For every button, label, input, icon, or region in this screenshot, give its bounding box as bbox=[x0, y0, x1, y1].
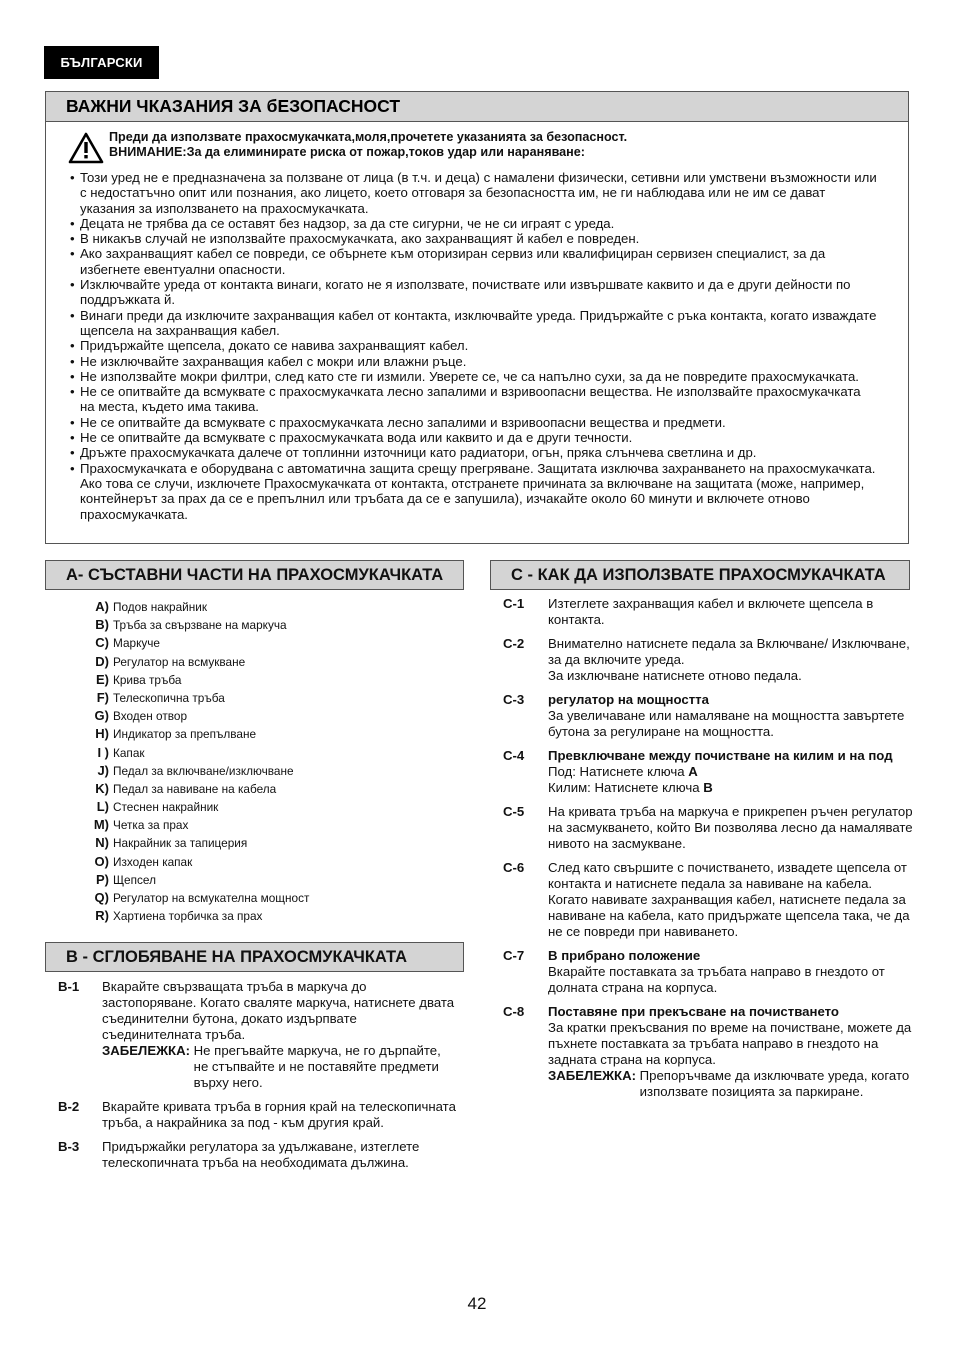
part-name: Регулатор на всмукателна мощност bbox=[113, 891, 310, 905]
part-letter: M) bbox=[93, 817, 109, 833]
part-name: Педал за включване/изключване bbox=[113, 763, 294, 778]
step-id: C-3 bbox=[503, 692, 525, 707]
part-letter: D) bbox=[95, 653, 109, 669]
part-name: Накрайник за тапицерия bbox=[113, 836, 248, 851]
floor-key: A bbox=[688, 764, 698, 779]
safety-bullet: • Винаги преди да изключите захранващия кабел от контакта, изключвайте уреда. Придържайте с ръка контакта, когато изваждате щепсела на захранващия кабел. bbox=[70, 308, 878, 339]
part-letter: C) bbox=[95, 635, 109, 651]
part-name: Подов накрайник bbox=[113, 600, 207, 614]
note-body: Препоръчваме да изключвате уреда, когато използвате позицията за паркиране. bbox=[639, 1068, 910, 1099]
step-body: Вкарайте поставката за тръбата направо в гнездото от долната страна на корпуса. bbox=[548, 964, 885, 995]
step-id: B-1 bbox=[58, 979, 80, 994]
step-c8 bbox=[503, 1004, 913, 1100]
safety-bullet: • Прахосмукачката е оборудвана с автоматична защита срещу прегряване. Защитата изключва захранването на прахосмукачката. Ако това се случи, изключете Прахосмукачката от контакта, отстранете причината за включване на защитата (може, например, контейнерът за прах да се е препълнил или тръбата да се е запушила), изчакайте около 60 минути и включете отново прахосмукачката. bbox=[70, 461, 878, 522]
safety-section bbox=[45, 91, 909, 544]
part-name: Четка за прах bbox=[113, 818, 189, 833]
step-id: C-5 bbox=[503, 804, 525, 819]
assembly-steps bbox=[58, 979, 458, 1179]
section-a-title: A- СЪСТАВНИ ЧАСТИ НА ПРАХОСМУКАЧКАТА bbox=[45, 560, 464, 590]
warning-text bbox=[109, 130, 627, 160]
part-item bbox=[87, 671, 447, 689]
part-letter: Q) bbox=[94, 890, 109, 905]
step-c3 bbox=[503, 692, 913, 740]
safety-bullet: • Не използвайте мокри филтри, след като сте ги измили. Уверете се, че са напълно сухи, за да не повредите прахосмукачката. bbox=[70, 369, 878, 384]
step-id: C-6 bbox=[503, 860, 525, 875]
part-item bbox=[87, 907, 447, 925]
step-c1 bbox=[503, 596, 913, 628]
step-body: За кратки прекъсвания по време на почистване, можете да пъхнете поставката за тръбата направо в гнездото на задната страна на корпуса. bbox=[548, 1020, 912, 1067]
part-letter: H) bbox=[95, 726, 109, 742]
part-name: Хартиена торбичка за прах bbox=[113, 909, 263, 924]
language-tag: БЪЛГАРСКИ bbox=[44, 46, 159, 79]
part-name: Капак bbox=[113, 745, 145, 760]
step-body: Придържайки регулатора за удължаване, изтеглете телескопичната тръба на необходимата дължина. bbox=[102, 1139, 420, 1170]
safety-bullet: • Ако захранващият кабел се повреди, се обърнете към оторизиран сервиз или квалифициран сервизен специалист, за да избегнете евентуални опасности. bbox=[70, 246, 878, 277]
carpet-label: Килим: Натиснете ключа bbox=[548, 780, 704, 795]
step-body: Изтеглете захранващия кабел и включете щепсела в контакта. bbox=[548, 596, 874, 627]
safety-bullet: • Изключвайте уреда от контакта винаги, когато не я използвате, почиствате или извършвате каквито и да е други дейности по поддръжката й. bbox=[70, 277, 878, 308]
step-c6 bbox=[503, 860, 913, 940]
part-name: Щепсел bbox=[113, 872, 156, 887]
part-item bbox=[87, 725, 447, 743]
step-b2 bbox=[58, 1099, 458, 1131]
step-body: Вкарайте кривата тръба в горния край на телескопичната тръба, а накрайника за под - към другия край. bbox=[102, 1099, 456, 1130]
part-item bbox=[87, 689, 447, 707]
step-b3 bbox=[58, 1139, 458, 1171]
part-item bbox=[87, 798, 447, 816]
warning-triangle-icon bbox=[68, 132, 104, 164]
part-letter: P) bbox=[96, 871, 109, 887]
part-letter: R) bbox=[95, 908, 109, 924]
safety-bullet: • Не се опитвайте да всмуквате с прахосмукачката лесно запалими и взривоопасни вещества. Не използвайте прахосмукачката на места, където има такива. bbox=[70, 384, 878, 415]
step-id: C-1 bbox=[503, 596, 525, 611]
step-c2 bbox=[503, 636, 913, 684]
step-body: Вкарайте свързващата тръба в маркуча до застопоряване. Когато сваляте маркуча, натиснете двата съединителни бутона, докато издърпвате съединителната тръба. bbox=[102, 979, 455, 1042]
note bbox=[102, 1043, 458, 1091]
part-item bbox=[87, 616, 447, 634]
step-body: След като свършите с почистването, извадете щепсела от контакта и натиснете педала за навиване на кабела. bbox=[548, 860, 907, 891]
warning-line-1: Преди да използвате прахосмукачката,моля,прочетете указанията за безопасност. bbox=[109, 130, 628, 144]
part-item bbox=[87, 598, 447, 616]
note-body: Не прегъвайте маркуча, не го дърпайте, не стъпвайте и не поставяйте предмети върху него. bbox=[193, 1043, 441, 1090]
safety-bullet: • Не се опитвайте да всмуквате с прахосмукачката лесно запалими и взривоопасни вещества и предмети. bbox=[70, 415, 878, 430]
note-label: ЗАБЕЛЕЖКА: bbox=[102, 1043, 194, 1058]
step-b1 bbox=[58, 979, 458, 1091]
part-letter: N) bbox=[95, 835, 109, 851]
section-c-title: C - КАК ДА ИЗПОЛЗВАТЕ ПРАХОСМУКАЧКАТА bbox=[490, 560, 910, 590]
step-body-2: За изключване натиснете отново педала. bbox=[548, 668, 802, 683]
step-id: C-8 bbox=[503, 1004, 525, 1019]
floor-label: Под: Натиснете ключа bbox=[548, 764, 689, 779]
step-text bbox=[548, 948, 913, 996]
part-item bbox=[87, 816, 447, 834]
part-letter: I ) bbox=[97, 744, 109, 760]
safety-bullet: • Този уред не е предназначена за ползване от лица (в т.ч. и деца) с намалени физически, сетивни или умствени възможности или с недостатъчно опит или познания, ако лицето, което отговаря за безопасността им, не ги наблюдава или не им се дават указания за използването на прахосмукачката. bbox=[70, 170, 878, 216]
safety-bullets bbox=[46, 170, 908, 522]
part-item bbox=[87, 871, 447, 889]
step-id: C-4 bbox=[503, 748, 525, 763]
part-item bbox=[87, 707, 447, 725]
step-text bbox=[548, 636, 913, 684]
step-c4 bbox=[503, 748, 913, 796]
warning-row bbox=[46, 128, 908, 168]
step-id: C-7 bbox=[503, 948, 525, 963]
step-title: Превключване между почистване на килим и на под bbox=[548, 748, 893, 763]
part-letter: K) bbox=[95, 780, 109, 796]
part-item bbox=[87, 762, 447, 780]
safety-bullet: • Дръжте прахосмукачката далече от топлинни източници като радиатори, огън, пряка слънчева светлина и др. bbox=[70, 445, 878, 460]
part-name: Телескопична тръба bbox=[113, 690, 225, 705]
part-name: Стеснен накрайник bbox=[113, 800, 219, 815]
part-name: Изходен капак bbox=[113, 854, 193, 869]
part-name: Входен отвор bbox=[113, 709, 188, 724]
usage-steps bbox=[503, 596, 913, 1108]
step-text bbox=[548, 860, 913, 940]
parts-list bbox=[87, 598, 447, 925]
page-number: 42 bbox=[467, 1294, 487, 1313]
part-letter: J) bbox=[97, 762, 109, 778]
safety-bullet: • Не се опитвайте да всмуквате с прахосмукачката вода или каквито и да е други течности. bbox=[70, 430, 878, 445]
step-body: За увеличаване или намаляване на мощността завъртете бутона за регулиране на мощността. bbox=[548, 708, 905, 739]
safety-bullet: • Не изключвайте захранващия кабел с мокри или влажни ръце. bbox=[70, 354, 878, 369]
part-letter: B) bbox=[95, 617, 109, 633]
step-title: В прибрано положение bbox=[548, 948, 701, 963]
part-item bbox=[87, 780, 447, 798]
part-name: Индикатор за препълване bbox=[113, 727, 257, 742]
step-title: регулатор на мощността bbox=[548, 692, 709, 707]
part-item bbox=[87, 744, 447, 762]
part-letter: O) bbox=[94, 853, 109, 869]
part-name: Крива тръба bbox=[113, 672, 182, 687]
part-item bbox=[87, 889, 447, 907]
carpet-mode-line bbox=[548, 780, 913, 796]
warning-line-2: ВНИМАНИЕ:За да елиминирате риска от пожар,токов удар или нараняване: bbox=[109, 145, 585, 159]
safety-title: ВАЖНИ ЧКАЗАНИЯ ЗА бЕЗОПАСНОСТ bbox=[46, 92, 908, 122]
part-name: Регулатор на всмукване bbox=[113, 654, 246, 669]
step-id: B-2 bbox=[58, 1099, 80, 1114]
part-name: Тръба за свързване на маркуча bbox=[113, 618, 287, 633]
part-letter: A) bbox=[95, 599, 109, 614]
safety-bullet: • Придържайте щепсела, докато се навива захранващият кабел. bbox=[70, 338, 878, 353]
part-letter: F) bbox=[96, 689, 109, 705]
step-body: Внимателно натиснете педала за Включване/ Изключване, за да включите уреда. bbox=[548, 636, 910, 667]
part-item bbox=[87, 634, 447, 652]
safety-bullet: • Децата не трябва да се оставят без надзор, за да сте сигурни, че не си играят с уреда. bbox=[70, 216, 878, 231]
note-label: ЗАБЕЛЕЖКА: bbox=[548, 1068, 640, 1083]
carpet-key: B bbox=[703, 780, 713, 795]
safety-bullet: • В никакъв случай не използвайте прахосмукачката, ако захранващият й кабел е повреден. bbox=[70, 231, 878, 246]
part-letter: G) bbox=[94, 708, 109, 724]
step-body-2: Когато навивате захранващия кабел, натиснете педала за навиване на кабела, като придържате щепсела така, че да не се повреди при навиването. bbox=[548, 892, 910, 939]
step-id: B-3 bbox=[58, 1139, 80, 1154]
part-letter: L) bbox=[96, 799, 109, 815]
note bbox=[548, 1068, 913, 1100]
part-name: Педал за навиване на кабела bbox=[113, 781, 277, 796]
step-body: На кривата тръба на маркуча е прикрепен ръчен регулатор на засмукването, който Ви позволява лесно да намалявате нивото на засмукване. bbox=[548, 804, 913, 851]
part-item bbox=[87, 834, 447, 852]
step-text bbox=[548, 1004, 913, 1100]
step-id: C-2 bbox=[503, 636, 525, 651]
part-letter: E) bbox=[96, 671, 109, 687]
step-text bbox=[548, 748, 913, 796]
step-c7 bbox=[503, 948, 913, 996]
step-c5 bbox=[503, 804, 913, 852]
part-item bbox=[87, 653, 447, 671]
step-text bbox=[548, 692, 913, 740]
part-name: Маркуче bbox=[113, 636, 160, 651]
step-title: Поставяне при прекъсване на почистването bbox=[548, 1004, 839, 1019]
step-text bbox=[102, 979, 458, 1091]
floor-mode-line bbox=[548, 764, 913, 780]
section-b-title: B - СГЛОБЯВАНЕ НА ПРАХОСМУКАЧКАТА bbox=[45, 942, 464, 972]
part-item bbox=[87, 853, 447, 871]
